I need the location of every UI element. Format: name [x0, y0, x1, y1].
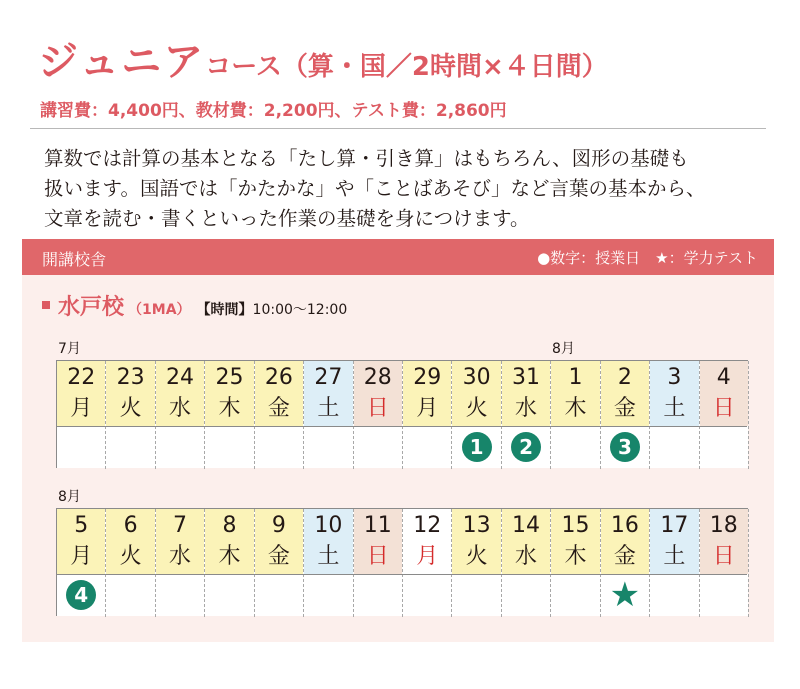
- day-number: 17: [650, 509, 698, 540]
- day-of-week: 火: [106, 540, 154, 574]
- day-of-week: 火: [452, 392, 500, 426]
- calendar-day: [502, 509, 551, 617]
- day-of-week: 金: [255, 392, 303, 426]
- course-title-main: ジュニア: [38, 39, 206, 85]
- calendar-day: [106, 361, 155, 469]
- day-number: 23: [106, 361, 154, 392]
- calendar-day: [205, 509, 254, 617]
- day-of-week: 水: [156, 540, 204, 574]
- calendar-day: [205, 361, 254, 469]
- day-number: 4: [700, 361, 748, 392]
- day-mark-cell: [57, 426, 105, 468]
- day-mark-cell: [205, 426, 253, 468]
- day-mark-cell: [255, 426, 303, 468]
- time-label: 【時間】: [196, 302, 253, 318]
- day-number: 29: [403, 361, 451, 392]
- day-mark-cell: [304, 574, 352, 616]
- day-mark-cell: [601, 426, 649, 468]
- test-star-icon: ★: [609, 575, 641, 615]
- calendar-week-row-1: [56, 360, 748, 468]
- calendar-day: [650, 509, 699, 617]
- day-mark-cell: [601, 574, 649, 616]
- day-of-week: 日: [354, 392, 402, 426]
- day-of-week: 金: [255, 540, 303, 574]
- day-mark-cell: [650, 426, 698, 468]
- divider: [30, 128, 766, 129]
- school-heading: [42, 290, 347, 321]
- calendar-day: [57, 361, 106, 469]
- day-of-week: 土: [304, 392, 352, 426]
- day-number: 13: [452, 509, 500, 540]
- day-mark-cell: [403, 574, 451, 616]
- calendar-day: [650, 361, 699, 469]
- calendar-day: [106, 509, 155, 617]
- calendar-day: [601, 361, 650, 469]
- day-of-week: 木: [205, 392, 253, 426]
- day-number: 18: [700, 509, 748, 540]
- school-name: 水戸校: [58, 295, 125, 320]
- day-mark-cell: [700, 574, 748, 616]
- day-mark-cell: [106, 426, 154, 468]
- day-mark-cell: [304, 426, 352, 468]
- day-number: 14: [502, 509, 550, 540]
- day-number: 6: [106, 509, 154, 540]
- course-title-sub: コース（算・国／2時間×４日間）: [205, 52, 608, 82]
- day-mark-cell: [452, 426, 500, 468]
- calendar-day: [452, 361, 501, 469]
- time-value: 10:00～12:00: [252, 302, 348, 318]
- school-code: （1MA）: [128, 302, 191, 318]
- day-mark-cell: [551, 574, 599, 616]
- month-label-august-2: 8月: [58, 489, 81, 505]
- day-of-week: 水: [502, 392, 550, 426]
- day-of-week: 月: [403, 392, 451, 426]
- day-of-week: 水: [156, 392, 204, 426]
- day-mark-cell: [403, 426, 451, 468]
- day-number: 27: [304, 361, 352, 392]
- day-mark-cell: [502, 574, 550, 616]
- calendar-day: [403, 509, 452, 617]
- description-line: 算数では計算の基本となる「たし算・引き算」はもちろん、図形の基礎も: [44, 147, 689, 170]
- day-number: 11: [354, 509, 402, 540]
- calendar-day: [502, 361, 551, 469]
- day-number: 8: [205, 509, 253, 540]
- day-number: 2: [601, 361, 649, 392]
- day-number: 26: [255, 361, 303, 392]
- course-description: [44, 144, 705, 234]
- day-of-week: 木: [551, 392, 599, 426]
- description-line: 文章を読む・書くといった作業の基礎を身につけます。: [44, 207, 530, 230]
- day-of-week: 火: [452, 540, 500, 574]
- day-mark-cell: [502, 426, 550, 468]
- calendar-day: [452, 509, 501, 617]
- day-of-week: 金: [601, 392, 649, 426]
- lesson-number-badge: 1: [462, 432, 492, 462]
- day-number: 3: [650, 361, 698, 392]
- fee-info: 講習費：4,400円、教材費：2,200円、テスト費：2,860円: [40, 101, 507, 121]
- day-mark-cell: [354, 426, 402, 468]
- calendar-divider: [57, 574, 747, 575]
- calendar-day: [601, 509, 650, 617]
- calendar-day: [304, 509, 353, 617]
- day-number: 12: [413, 513, 442, 538]
- day-number: 5: [57, 509, 105, 540]
- day-number: 22: [57, 361, 105, 392]
- lesson-number-badge: 3: [610, 432, 640, 462]
- day-number: 24: [156, 361, 204, 392]
- day-number: 1: [551, 361, 599, 392]
- calendar-week-row-2: [56, 508, 748, 616]
- day-number: 30: [452, 361, 500, 392]
- lesson-number-badge: 4: [66, 580, 96, 610]
- panel-title: 開講校舎: [42, 250, 107, 269]
- calendar-day: [403, 361, 452, 469]
- month-label-august: 8月: [552, 341, 575, 357]
- day-number: 31: [502, 361, 550, 392]
- legend: ●数字：授業日 ★：学力テスト: [537, 249, 758, 267]
- day-number: 10: [304, 509, 352, 540]
- calendar-divider: [57, 426, 747, 427]
- day-of-week: 土: [650, 392, 698, 426]
- day-mark-cell: [354, 574, 402, 616]
- day-mark-cell: [57, 574, 105, 616]
- day-of-week: 木: [205, 540, 253, 574]
- day-mark-cell: [255, 574, 303, 616]
- calendar-day: [255, 509, 304, 617]
- calendar-day: [551, 509, 600, 617]
- calendar-day: [57, 509, 106, 617]
- day-of-week: 土: [650, 540, 698, 574]
- day-number: 15: [551, 509, 599, 540]
- day-mark-cell: [551, 426, 599, 468]
- day-of-week: 月: [57, 540, 105, 574]
- description-line: 扱います。国語では「かたかな」や「ことばあそび」など言葉の基本から、: [44, 177, 706, 200]
- day-of-week: 土: [304, 540, 352, 574]
- calendar-day: [700, 361, 749, 469]
- day-mark-cell: [650, 574, 698, 616]
- course-title: [38, 30, 608, 87]
- day-of-week: 日: [700, 392, 748, 426]
- calendar-day: [156, 361, 205, 469]
- calendar-day: [255, 361, 304, 469]
- day-mark-cell: [106, 574, 154, 616]
- day-number: 28: [354, 361, 402, 392]
- day-of-week: 日: [354, 540, 402, 574]
- schedule-panel-header: [22, 239, 774, 275]
- day-of-week: 月: [416, 544, 439, 569]
- calendar-day: [551, 361, 600, 469]
- day-of-week: 金: [601, 540, 649, 574]
- calendar-day: [700, 509, 749, 617]
- calendar-day: [354, 509, 403, 617]
- day-of-week: 日: [700, 540, 748, 574]
- day-mark-cell: [452, 574, 500, 616]
- day-number: 16: [601, 509, 649, 540]
- day-mark-cell: [700, 426, 748, 468]
- day-of-week: 月: [57, 392, 105, 426]
- day-of-week: 水: [502, 540, 550, 574]
- day-number: 9: [255, 509, 303, 540]
- bullet-square-icon: [42, 301, 50, 309]
- day-mark-cell: [205, 574, 253, 616]
- lesson-number-badge: 2: [511, 432, 541, 462]
- calendar-day: [304, 361, 353, 469]
- day-of-week: 木: [551, 540, 599, 574]
- month-label-july: 7月: [58, 341, 81, 357]
- calendar-day: [354, 361, 403, 469]
- day-of-week: 火: [106, 392, 154, 426]
- calendar-day: [156, 509, 205, 617]
- day-mark-cell: [156, 574, 204, 616]
- day-number: 25: [205, 361, 253, 392]
- day-number: 7: [156, 509, 204, 540]
- day-mark-cell: [156, 426, 204, 468]
